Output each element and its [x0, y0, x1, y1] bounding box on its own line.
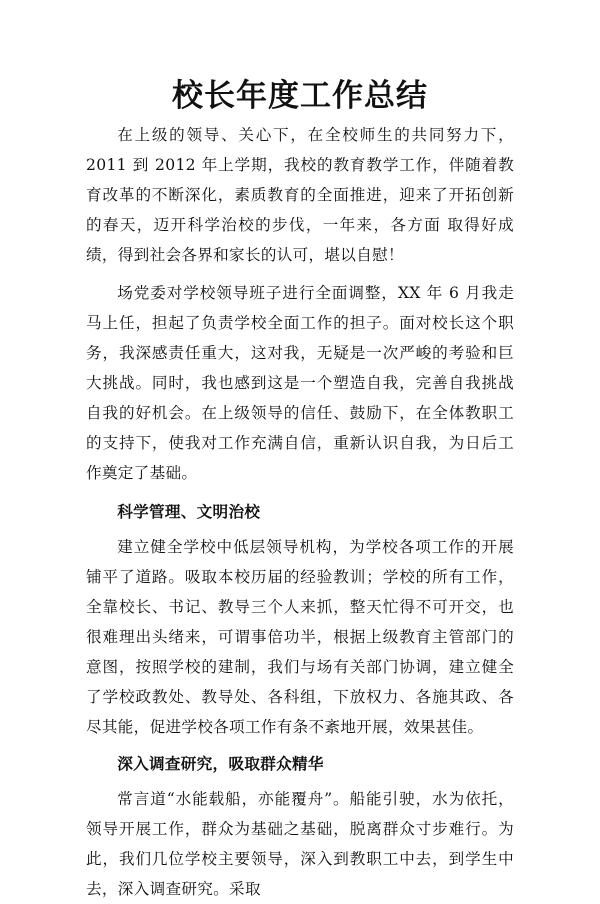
paragraph-appointment: 场党委对学校领导班子进行全面调整，XX 年 6 月我走马上任，担起了负责学校全面工作的担子。面对校长这个职务，我深感责任重大，这对我，无疑是一次严峻的考验和巨大挑战。同时，我也感到这是一个塑造自我，完善自我挑战自我的好机会。在上级领导的信任、鼓励下，在全体教职工的支持下，使我对工作充满自信，重新认识自我，为日后工作奠定了基础。	[86, 284, 514, 482]
paragraph-intro: 在上级的领导、关心下，在全校师生的共同努力下，2011 到 2012 年上学期，我校的教育教学工作，伴随着教育改革的不断深化，素质教育的全面推进，迎来了开拓创新的春天，迈开科学治校的步伐，一年来，各方面 取得好成绩，得到社会各界和家长的认可，堪以自慰！	[86, 126, 514, 264]
section-heading-investigation: 深入调查研究，吸取群众精华	[117, 754, 324, 773]
paragraph-investigation: 常言道“水能载船，亦能覆舟”。船能引驶，水为依托，领导开展工作，群众为基础之基础，脱离群众寸步难行。为此，我们几位学校主要领导，深入到教职工中去，到学生中去，深入调查研究。采取	[86, 790, 514, 898]
document-title: 校长年度工作总结	[172, 78, 428, 114]
document-body	[86, 120, 514, 904]
section-heading-scientific-management: 科学管理、文明治校	[117, 502, 261, 521]
paragraph-management: 建立健全学校中低层领导机构，为学校各项工作的开展铺平了道路。吸取本校历届的经验教训；学校的所有工作，全靠校长、书记、教导三个人来抓，整天忙得不可开交，也很难理出头绪来，可谓事倍功半，根据上级教育主管部门的意图，按照学校的建制，我们与场有关部门协调，建立健全了学校政教处、教导处、各科组，下放权力、各施其政、各尽其能，促进学校各项工作有条不紊地开展，效果甚佳。	[86, 538, 514, 736]
